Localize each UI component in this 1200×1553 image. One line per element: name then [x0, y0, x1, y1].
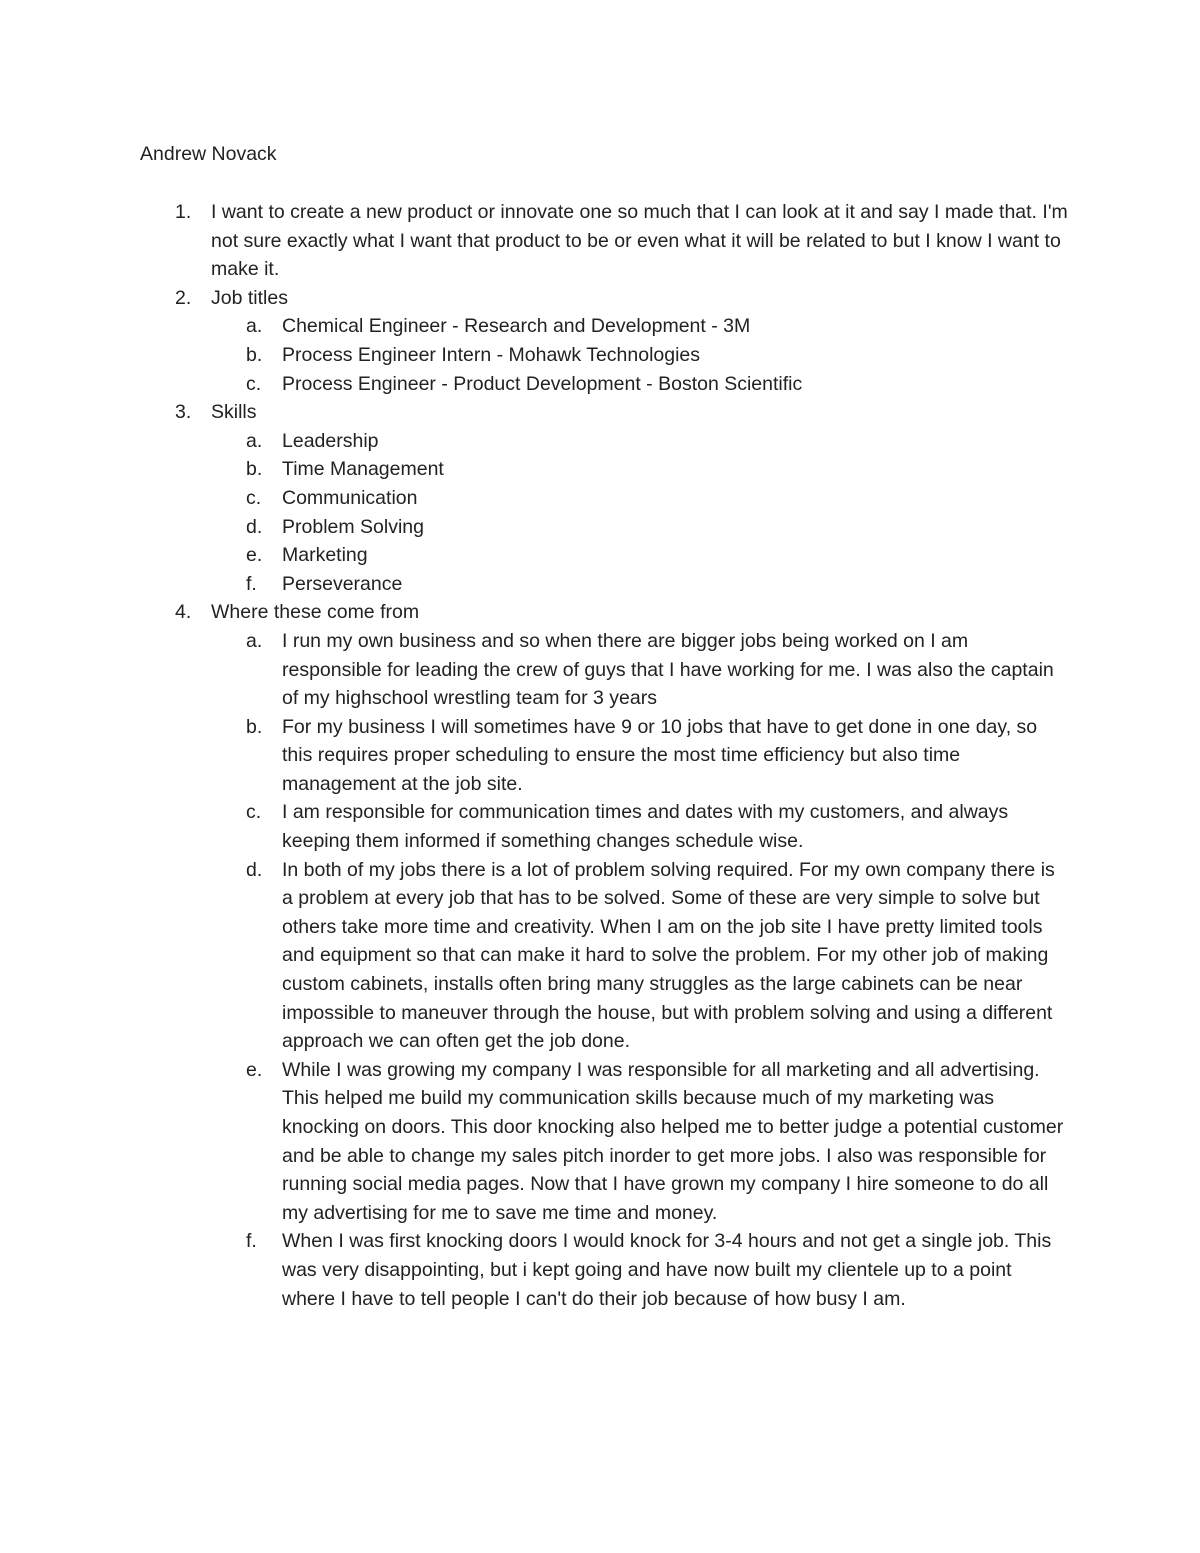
sub-item-text: I am responsible for communication times and dates with my customers, and always keeping them informed if something changes schedule wise.	[282, 801, 1009, 853]
sub-item-text: Process Engineer Intern - Mohawk Technologies	[282, 343, 701, 366]
sub-item	[140, 1227, 1070, 1313]
sub-item	[140, 513, 1070, 542]
sub-item	[140, 427, 1070, 456]
sub-item-text: Leadership	[282, 429, 379, 452]
sub-item-text: Time Management	[282, 458, 444, 481]
list-item-text: Skills	[211, 401, 257, 424]
sub-letter: b.	[246, 715, 263, 738]
list-item-text: I want to create a new product or innovate one so much that I can look at it and say I made that. I'm not sure exactly what I want that product to be or even what it will be related to but I know I want to make it.	[211, 201, 1068, 281]
sub-item-text: While I was growing my company I was responsible for all marketing and all advertising. This helped me build my communication skills because much of my marketing was knocking on doors. This door knocking also helped me to better judge a potential customer and be able to change my sales pitch inorder to get more jobs. I also was responsible for running social media pages. Now that I have grown my company I hire someone to do all my advertising for me to save me time and money.	[282, 1058, 1064, 1224]
list-number: 2.	[175, 286, 192, 309]
sub-item-text: Chemical Engineer - Research and Development - 3M	[282, 315, 751, 338]
list-number: 1.	[175, 201, 192, 223]
list-item-text: Where these come from	[211, 601, 420, 624]
list-item-3	[140, 398, 1070, 598]
sub-item	[140, 312, 1070, 341]
sub-letter: e.	[246, 544, 263, 567]
sub-item	[140, 627, 1070, 713]
sub-letter: a.	[246, 629, 263, 652]
sub-letter: b.	[246, 343, 263, 366]
sub-item	[140, 1056, 1070, 1228]
sub-letter: e.	[246, 1058, 263, 1081]
sub-item-text: When I was first knocking doors I would knock for 3-4 hours and not get a single job. This was very disappointing, but i kept going and have now built my clientele up to a point where I have to tell people I can't do their job because of how busy I am.	[282, 1230, 1052, 1310]
sub-letter: a.	[246, 315, 263, 338]
sub-item-text: Communication	[282, 486, 418, 509]
sub-letter: c.	[246, 801, 262, 824]
sub-item	[140, 341, 1070, 370]
sub-letter: f.	[246, 572, 257, 595]
sub-item-text: I run my own business and so when there are bigger jobs being worked on I am responsible for leading the crew of guys that I have working for me. I was also the captain of my highschool wrestling team for 3 years	[282, 629, 1054, 710]
list-number: 3.	[175, 401, 192, 424]
list-item-text: Job titles	[211, 286, 288, 309]
sub-letter: a.	[246, 429, 263, 452]
skills-list	[211, 427, 1070, 599]
sub-item-text: For my business I will sometimes have 9 or 10 jobs that have to get done in one day, so this requires proper scheduling to ensure the most time efficiency but also time management at the job site.	[282, 715, 1038, 795]
sub-item-text: In both of my jobs there is a lot of problem solving required. For my own company there is a problem at every job that has to be solved. Some of these are very simple to solve but others take more time and creativity. When I am on the job site I have pretty limited tools and equipment so that can make it hard to solve the problem. For my other job of making custom cabinets, installs often bring many struggles as the large cabinets can be near impossible to maneuver through the house, but with problem solving and using a different approach we can often get the job done.	[282, 858, 1055, 1053]
sub-item	[140, 455, 1070, 484]
sub-item-text: Marketing	[282, 544, 368, 567]
list-number: 4.	[175, 601, 192, 624]
sub-item	[140, 570, 1070, 599]
sub-item	[140, 484, 1070, 513]
author-name: Andrew Novack	[140, 143, 277, 165]
main-list	[140, 198, 1070, 1313]
sub-item	[140, 856, 1070, 1056]
sub-letter: d.	[246, 858, 263, 881]
sub-letter: f.	[246, 1230, 257, 1253]
sub-item-text: Perseverance	[282, 572, 403, 595]
sources-list	[211, 627, 1070, 1313]
list-item-1	[140, 198, 1070, 284]
sub-item	[140, 370, 1070, 399]
sub-letter: d.	[246, 515, 263, 538]
sub-letter: b.	[246, 458, 263, 481]
list-item-2	[140, 284, 1070, 398]
sub-letter: c.	[246, 372, 262, 395]
sub-item	[140, 713, 1070, 799]
list-item-4	[140, 598, 1070, 1313]
sub-item-text: Problem Solving	[282, 515, 424, 538]
sub-item	[140, 798, 1070, 855]
sub-item	[140, 541, 1070, 570]
sub-letter: c.	[246, 486, 262, 509]
job-titles-list	[211, 312, 1070, 398]
sub-item-text: Process Engineer - Product Development - Boston Scientific	[282, 372, 803, 395]
